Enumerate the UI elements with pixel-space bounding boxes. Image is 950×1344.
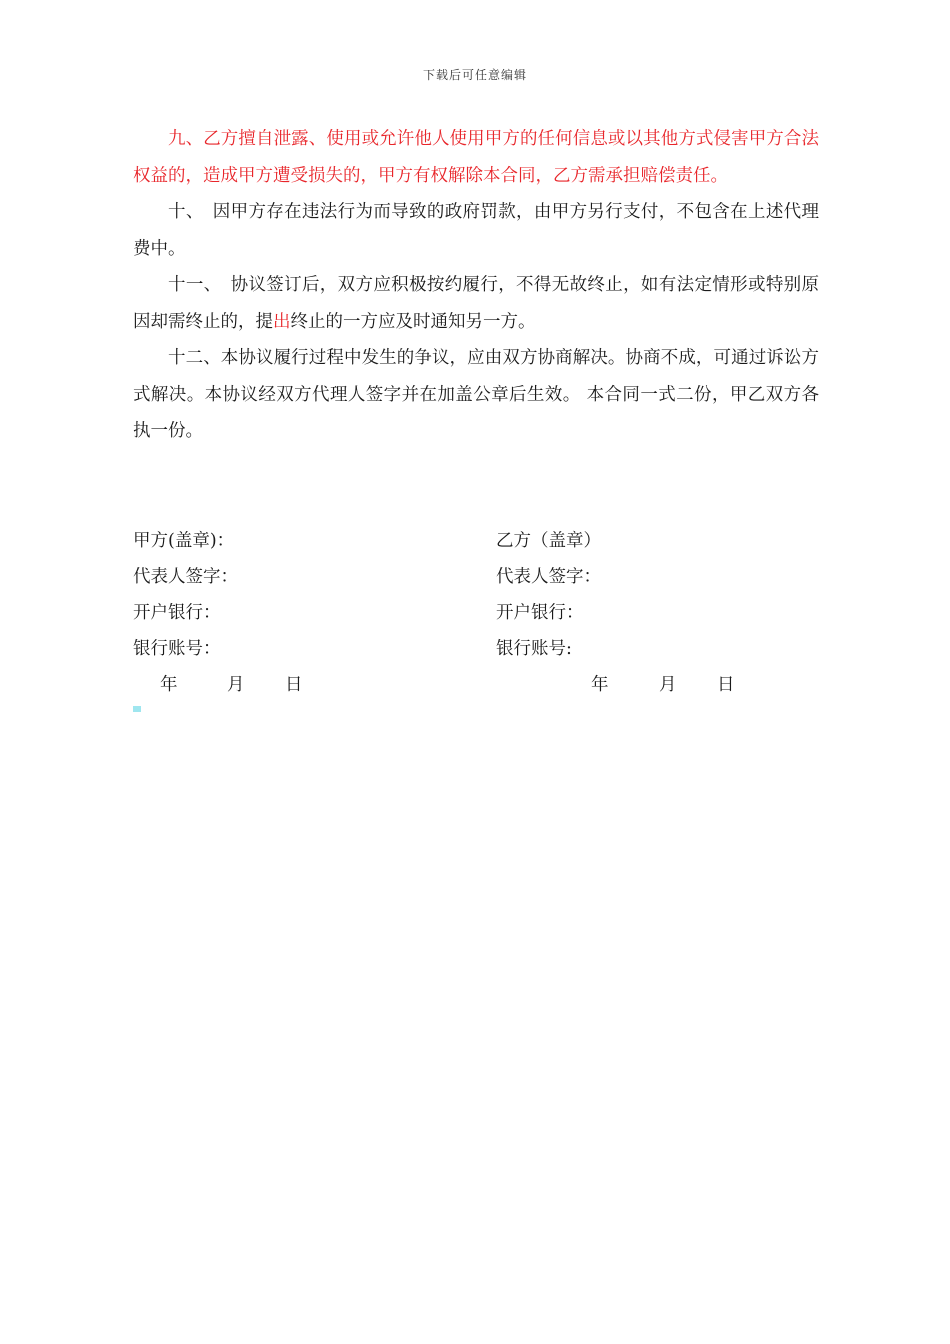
party-a-year-label: 年 [160, 675, 178, 695]
cursor-marker [133, 706, 141, 712]
party-a-rep-label: 代表人签字： [133, 567, 238, 587]
signature-row-date [133, 667, 819, 703]
party-a-bank-label: 开户银行： [133, 603, 221, 623]
signature-row-account [133, 631, 819, 667]
party-b-account-label: 银行账号: [496, 639, 572, 659]
signature-row-rep [133, 559, 819, 595]
party-a-account-label: 银行账号： [133, 639, 221, 659]
clause-9: 九、乙方擅自泄露、使用或允许他人使用甲方的任何信息或以其他方式侵害甲方合法权益的，造成甲方遭受损失的，甲方有权解除本合同，乙方需承担赔偿责任。 [133, 129, 819, 186]
clause-11 [133, 267, 819, 340]
signature-row-seal [133, 523, 819, 559]
clause-11-text-end: 终止的一方应及时通知另一方。 [290, 311, 536, 332]
clause-10: 十、 因甲方存在违法行为而导致的政府罚款，由甲方另行支付，不包含在上述代理费中。 [133, 202, 819, 259]
signature-row-bank [133, 595, 819, 631]
party-b-day-label: 日 [717, 675, 735, 695]
party-b-rep-label: 代表人签字： [496, 567, 601, 587]
party-b-year-label: 年 [591, 675, 609, 695]
party-a-day-label: 日 [285, 675, 303, 695]
party-b-month-label: 月 [659, 675, 677, 695]
contract-body [133, 121, 819, 450]
party-a-seal-label: 甲方(盖章)： [133, 531, 235, 551]
clause-11-text-start: 十一、 协议签订后，双方应积极按约履行，不得无故终止，如有法定情形或特别原因却需终止的，提 [133, 275, 819, 332]
party-a-month-label: 月 [227, 675, 245, 695]
page-header: 下载后可任意编辑 [422, 68, 527, 82]
clause-11-red-char: 出 [273, 311, 291, 332]
signature-block [133, 523, 819, 703]
party-b-bank-label: 开户银行： [496, 603, 584, 623]
clause-12: 十二、本协议履行过程中发生的争议，应由双方协商解决。协商不成，可通过诉讼方式解决。本协议经双方代理人签字并在加盖公章后生效。 本合同一式二份，甲乙双方各执一份。 [133, 348, 819, 441]
party-b-seal-label: 乙方（盖章） [496, 531, 601, 551]
